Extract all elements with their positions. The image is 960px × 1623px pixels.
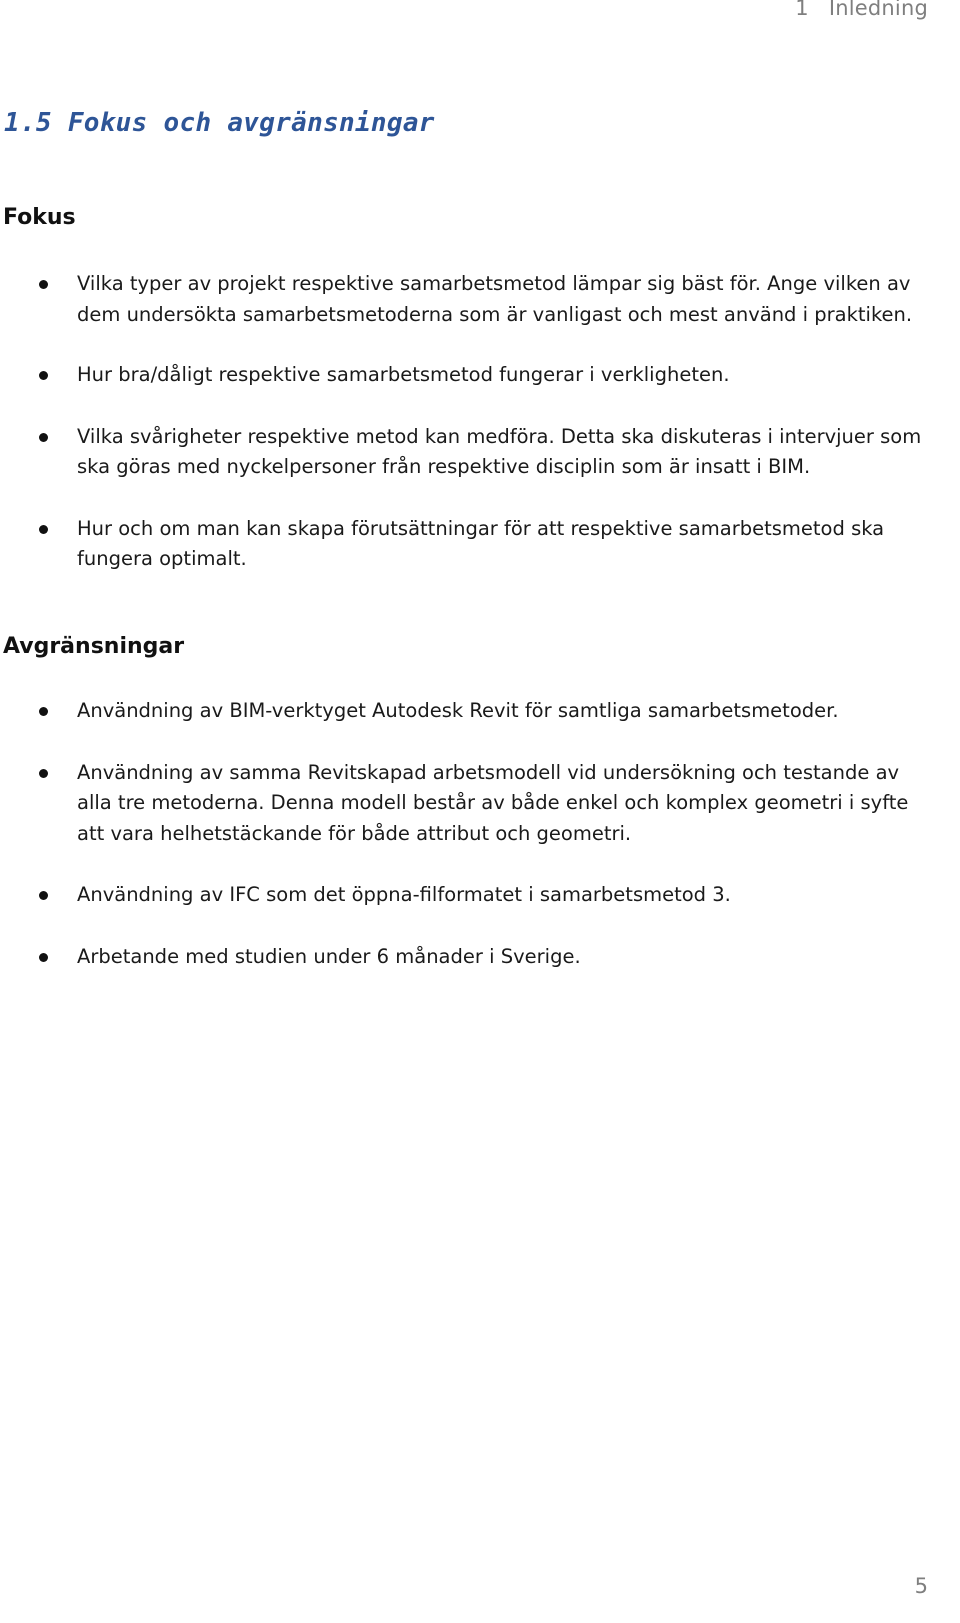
- list-item: [0, 758, 930, 850]
- fokus-list: [0, 269, 930, 606]
- list-item: [0, 514, 930, 575]
- avgransningar-heading: Avgränsningar: [3, 634, 185, 659]
- bullet-icon: [39, 769, 48, 778]
- list-item-text: Hur bra/dåligt respektive samarbetsmetod fungerar i verkligheten.: [77, 363, 730, 386]
- bullet-icon: [39, 433, 48, 442]
- chapter-title: Inledning: [828, 0, 928, 20]
- bullet-icon: [39, 525, 48, 534]
- list-item-text: Användning av IFC som det öppna-filformatet i samarbetsmetod 3.: [77, 883, 731, 906]
- list-item-text: Användning av BIM-verktyget Autodesk Revit för samtliga samarbetsmetoder.: [77, 699, 839, 722]
- list-item: [0, 360, 930, 391]
- section-title: 1.5 Fokus och avgränsningar: [4, 108, 435, 138]
- list-item-text: Vilka svårigheter respektive metod kan medföra. Detta ska diskuteras i intervjuer som ska göras med nyckelpersoner från respektive disciplin som är insatt i BIM.: [77, 424, 922, 478]
- list-item-text: Vilka typer av projekt respektive samarbetsmetod lämpar sig bäst för. Ange vilken av dem undersökta samarbetsmetoderna som är vanligast och mest använd i praktiken.: [77, 272, 913, 326]
- bullet-icon: [39, 371, 48, 380]
- bullet-icon: [39, 280, 48, 289]
- avgransningar-list: [0, 696, 930, 1003]
- list-item-text: Arbetande med studien under 6 månader i Sverige.: [77, 944, 581, 968]
- list-item-text: Användning av samma Revitskapad arbetsmodell vid undersökning och testande av alla tre metoderna. Denna modell består av både enkel och komplex geometri i syfte att vara helhetstäckande för både attribut och geometri.: [77, 760, 909, 845]
- bullet-icon: [39, 953, 48, 962]
- list-item: [0, 269, 930, 330]
- bullet-icon: [39, 707, 48, 716]
- list-item: [0, 942, 930, 973]
- fokus-heading: Fokus: [3, 205, 76, 230]
- list-item-text: Hur och om man kan skapa förutsättningar för att respektive samarbetsmetod ska fungera optimalt.: [77, 516, 885, 570]
- page-number: 5: [914, 1574, 928, 1598]
- list-item: [0, 422, 930, 483]
- list-item: [0, 696, 930, 727]
- chapter-number: 1: [795, 0, 809, 20]
- list-item: [0, 880, 930, 911]
- bullet-icon: [39, 891, 48, 900]
- running-header: [795, 0, 928, 20]
